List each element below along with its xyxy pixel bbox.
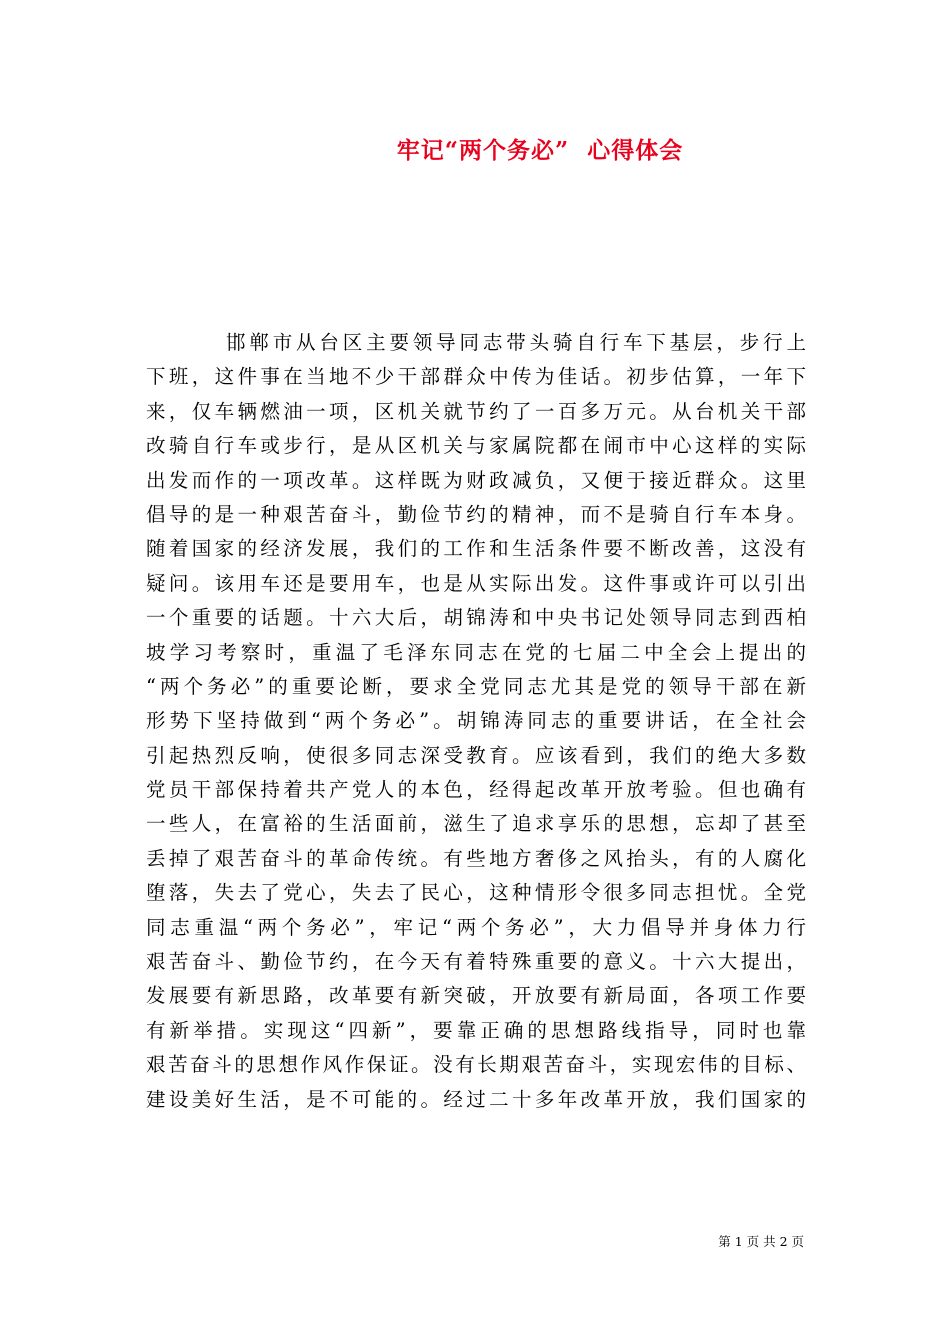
text-line: 邯郸市从台区主要领导同志带头骑自行车下基层，步行上 [226,331,806,354]
text-line: 坡学习考察时，重温了毛泽东同志在党的七届二中全会上提出的 [146,640,806,664]
body-paragraph [146,326,806,1117]
text-line: 下班，这件事在当地不少干部群众中传为佳话。初步估算，一年下 [146,365,806,389]
text-line: 来，仅车辆燃油一项，区机关就节约了一百多万元。从台机关干部 [146,399,806,423]
text-line: 引起热烈反响，使很多同志深受教育。应该看到，我们的绝大多数 [146,743,806,767]
text-line: “两个务必”的重要论断，要求全党同志尤其是党的领导干部在新 [146,674,806,698]
text-line: 形势下坚持做到“两个务必”。胡锦涛同志的重要讲话，在全社会 [146,709,806,733]
page-footer: 第 1 页 共 2 页 [718,1234,804,1249]
text-line: 一个重要的话题。十六大后，胡锦涛和中央书记处领导同志到西柏 [146,606,806,630]
text-line: 疑问。该用车还是要用车，也是从实际出发。这件事或许可以引出 [146,571,806,595]
text-line: 堕落，失去了党心，失去了民心，这种情形令很多同志担忧。全党 [146,881,806,905]
text-line: 倡导的是一种艰苦奋斗，勤俭节约的精神，而不是骑自行车本身。 [146,502,806,526]
text-line: 出发而作的一项改革。这样既为财政减负，又便于接近群众。这里 [146,468,806,492]
text-line: 党员干部保持着共产党人的本色，经得起改革开放考验。但也确有 [146,778,806,802]
text-line: 建设美好生活，是不可能的。经过二十多年改革开放，我们国家的 [146,1087,806,1111]
text-line: 一些人，在富裕的生活面前，滋生了追求享乐的思想，忘却了甚至 [146,812,806,836]
text-line: 艰苦奋斗的思想作风作保证。没有长期艰苦奋斗，实现宏伟的目标、 [146,1053,806,1077]
text-line: 发展要有新思路，改革要有新突破，开放要有新局面，各项工作要 [146,984,806,1008]
document-title: 牢记“两个务必” 心得体会 [396,137,684,164]
text-line: 同志重温“两个务必”，牢记“两个务必”，大力倡导并身体力行 [146,915,806,939]
text-line: 艰苦奋斗、勤俭节约，在今天有着特殊重要的意义。十六大提出， [146,950,806,974]
text-line: 改骑自行车或步行，是从区机关与家属院都在闹市中心这样的实际 [146,434,806,458]
text-line: 有新举措。实现这“四新”，要靠正确的思想路线指导，同时也靠 [146,1018,806,1042]
text-line: 丢掉了艰苦奋斗的革命传统。有些地方奢侈之风抬头，有的人腐化 [146,846,806,870]
text-line: 随着国家的经济发展，我们的工作和生活条件要不断改善，这没有 [146,537,806,561]
